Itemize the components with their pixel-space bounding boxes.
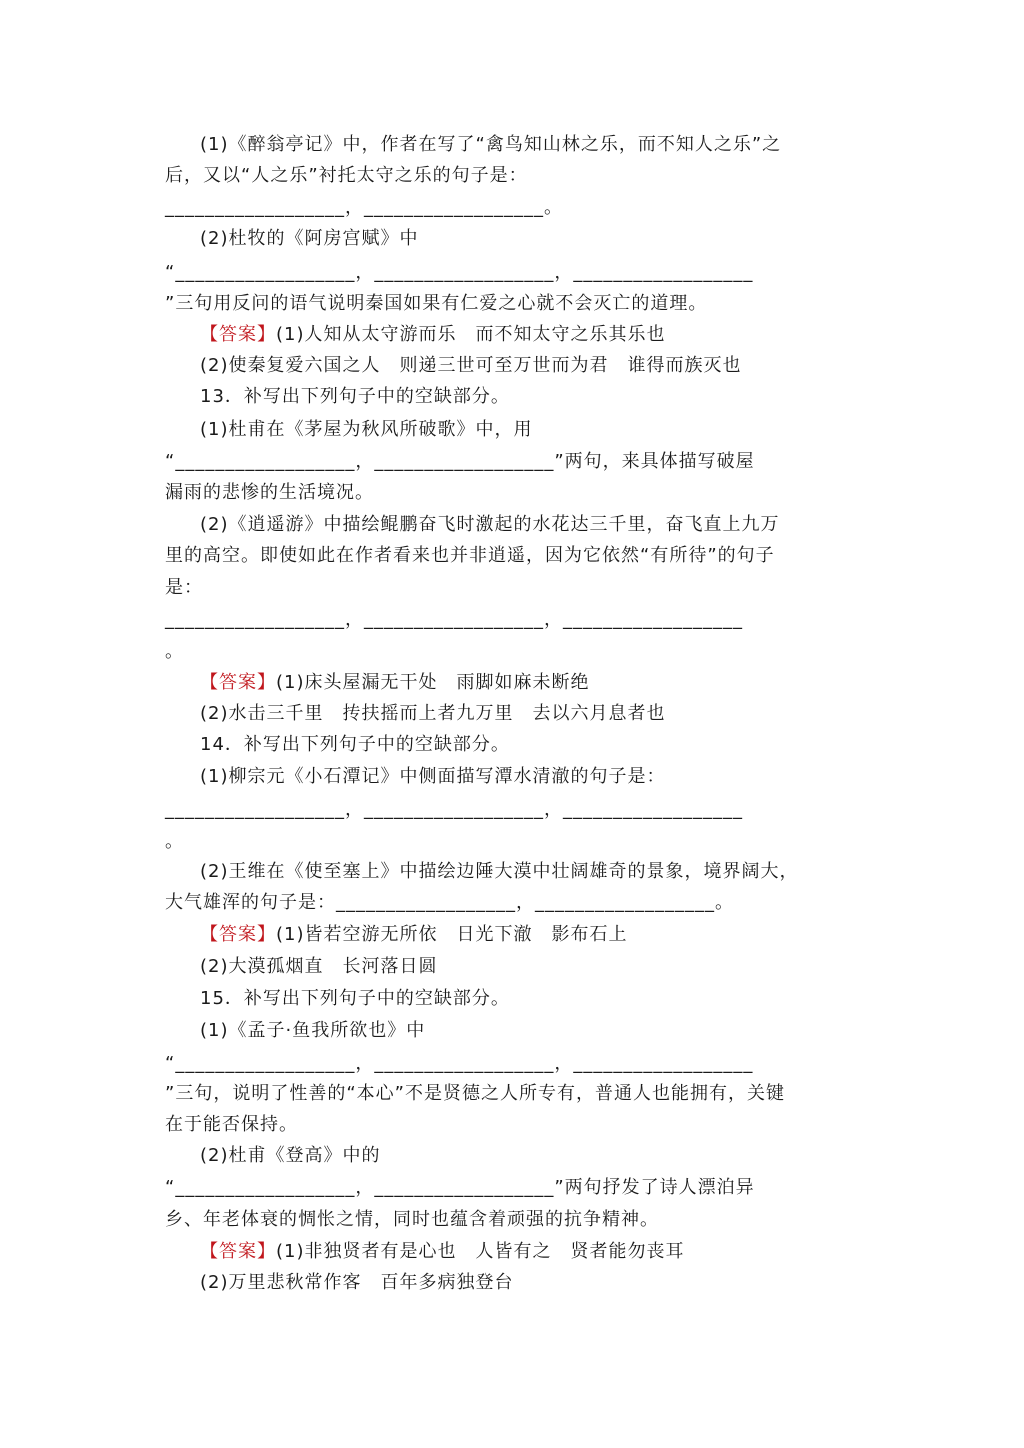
answer-12-part-1 [0, 323, 666, 347]
question-13-part-2-cont: 是： [165, 577, 203, 598]
question-15-part-2: (2)杜甫《登高》中的 [200, 1145, 381, 1166]
answer-tag: 【答案】 [200, 924, 276, 945]
answer-12-part-2: (2)使秦复爱六国之人 则递三世可至万世而为君 谁得而族灭也 [200, 355, 742, 376]
question-13-part-1-cont: 漏雨的悲惨的生活境况。 [165, 482, 374, 503]
answer-tag: 【答案】 [200, 324, 276, 345]
question-12-part-2-cont: ”三句用反问的语气说明秦国如果有仁爱之心就不会灭亡的道理。 [165, 293, 708, 314]
blank-line: __________________，__________________，__________________ [165, 609, 743, 630]
blank-line: __________________，__________________。 [165, 197, 563, 218]
answer-15-part-2: (2)万里悲秋常作客 百年多病独登台 [200, 1272, 514, 1293]
answer-15-part-1 [0, 1240, 685, 1264]
blank-line: “__________________，__________________”两句，来具体描写破屋 [165, 451, 755, 472]
answer-text: (1)皆若空游无所依 日光下澈 影布石上 [276, 924, 628, 945]
blank-line: “__________________，__________________”两句抒发了诗人漂泊异 [165, 1177, 755, 1198]
answer-14-part-1 [0, 923, 628, 947]
question-14-part-1: (1)柳宗元《小石潭记》中侧面描写潭水清澈的句子是： [200, 766, 666, 787]
answer-tag: 【答案】 [200, 672, 276, 693]
question-12-part-2: (2)杜牧的《阿房宫赋》中 [200, 228, 419, 249]
question-13-heading: 13．补写出下列句子中的空缺部分。 [200, 386, 510, 407]
answer-14-part-2: (2)大漠孤烟直 长河落日圆 [200, 956, 438, 977]
answer-text: (1)非独贤者有是心也 人皆有之 贤者能勿丧耳 [276, 1241, 685, 1262]
question-15-part-1: (1)《孟子·鱼我所欲也》中 [200, 1020, 426, 1041]
blank-line: “__________________，__________________，__________________ [165, 1053, 754, 1074]
blank-line-end: 。 [165, 831, 184, 852]
answer-text: (1)人知从太守游而乐 而不知太守之乐其乐也 [276, 324, 666, 345]
question-14-part-2-cont: 大气雄浑的句子是：__________________，__________________。 [165, 892, 734, 913]
question-15-part-1-cont: 在于能否保持。 [165, 1114, 298, 1135]
blank-line: __________________，__________________，__________________ [165, 799, 743, 820]
blank-line-end: 。 [165, 641, 184, 662]
question-13-part-2-cont: 里的高空。即使如此在作者看来也并非逍遥，因为它依然“有所待”的句子 [165, 545, 775, 566]
answer-text: (1)床头屋漏无干处 雨脚如麻未断绝 [276, 672, 590, 693]
answer-13-part-1 [0, 671, 590, 695]
question-13-part-2: (2)《逍遥游》中描绘鲲鹏奋飞时激起的水花达三千里，奋飞直上九万 [200, 514, 780, 535]
answer-13-part-2: (2)水击三千里 抟扶摇而上者九万里 去以六月息者也 [200, 703, 666, 724]
question-12-part-1-cont: 后，又以“人之乐”衬托太守之乐的句子是： [165, 165, 528, 186]
answer-tag: 【答案】 [200, 1241, 276, 1262]
question-14-part-2: (2)王维在《使至塞上》中描绘边陲大漠中壮阔雄奇的景象，境界阔大， [200, 861, 799, 882]
question-15-part-2-cont: 乡、年老体衰的惆怅之情，同时也蕴含着顽强的抗争精神。 [165, 1209, 659, 1230]
question-13-part-1: (1)杜甫在《茅屋为秋风所破歌》中，用 [200, 419, 533, 440]
question-14-heading: 14．补写出下列句子中的空缺部分。 [200, 734, 510, 755]
question-15-heading: 15．补写出下列句子中的空缺部分。 [200, 988, 510, 1009]
question-15-part-1-cont: ”三句，说明了性善的“本心”不是贤德之人所专有，普通人也能拥有，关键 [165, 1083, 785, 1104]
question-12-part-1: (1)《醉翁亭记》中，作者在写了“禽鸟知山林之乐，而不知人之乐”之 [200, 134, 782, 155]
blank-line: “__________________，__________________，__________________ [165, 262, 754, 283]
